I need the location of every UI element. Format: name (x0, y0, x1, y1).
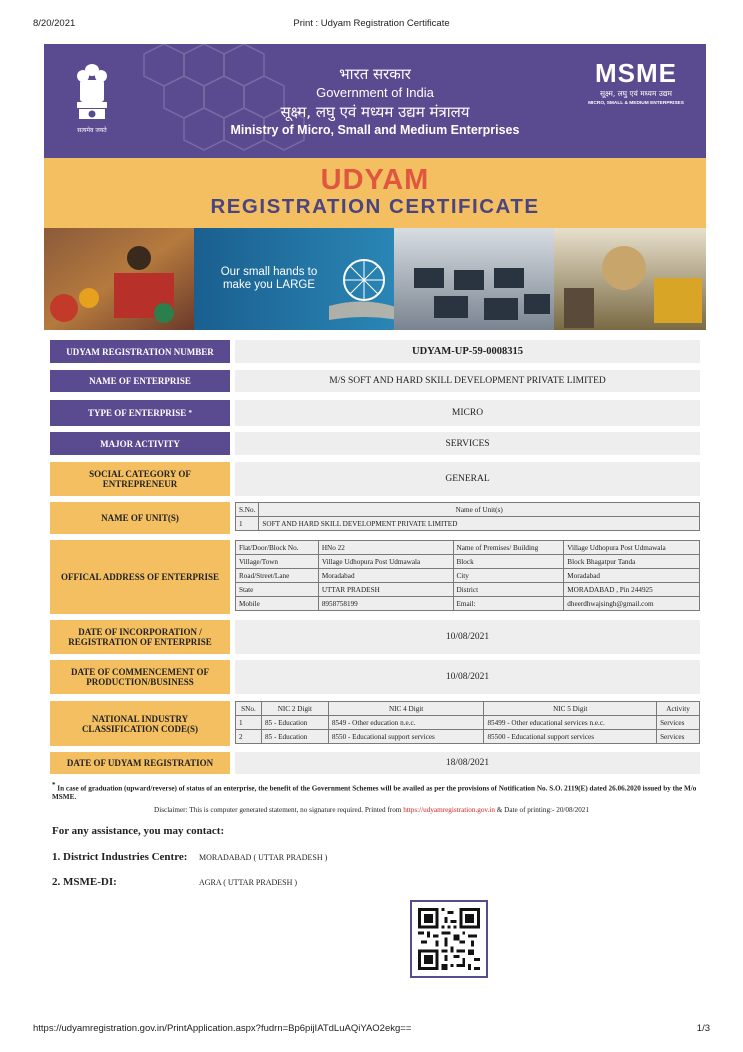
enterprise-type-value: MICRO (235, 400, 700, 426)
row-udyam-date (50, 752, 700, 774)
udyam-date-label: DATE OF UDYAM REGISTRATION (50, 752, 230, 774)
disclaimer-after: & Date of printing:- 20/08/2021 (496, 806, 589, 814)
nic-cell: 85500 - Educational support services (484, 730, 657, 744)
address-cell: MORADABAD , Pin 244925 (564, 583, 700, 597)
nic-cell: 8549 - Other education n.e.c. (328, 716, 484, 730)
msme-hindi: सूक्ष्म, लघु एवं मध्यम उद्यम (599, 89, 673, 98)
photo-collage-image (44, 228, 706, 330)
address-cell: Mobile (236, 597, 319, 611)
row-commencement-date (50, 660, 700, 694)
nic-table-wrap (235, 701, 700, 744)
row-units (50, 502, 700, 534)
units-table-wrap (235, 502, 700, 531)
address-cell: Name of Premises/ Building (453, 541, 564, 555)
registration-certificate-title: REGISTRATION CERTIFICATE (210, 195, 540, 218)
social-category-label: SOCIAL CATEGORY OF ENTREPRENEUR (50, 462, 230, 496)
row-registration-number (50, 340, 700, 363)
major-activity-label: MAJOR ACTIVITY (50, 432, 230, 455)
disclaimer (0, 806, 743, 814)
nic-header: NIC 4 Digit (328, 702, 484, 716)
address-cell: Road/Street/Lane (236, 569, 319, 583)
row-nic-codes (50, 701, 700, 746)
nic-cell: 85 - Education (261, 730, 328, 744)
nic-cell: 2 (236, 730, 262, 744)
units-header-sno: S.No. (236, 503, 259, 517)
disclaimer-before: Disclaimer: This is computer generated statement, no signature required. Printed from (154, 806, 402, 814)
print-title: Print : Udyam Registration Certificate (293, 18, 450, 29)
note-text: In case of graduation (upward/reverse) of status of an enterprise, the benefit of the Government Schemes will be availed as per the provisions of Notification No. S.O. 2119(E) dated 26.06.2020 issued by the M/o MSME. (52, 784, 697, 802)
units-cell: SOFT AND HARD SKILL DEVELOPMENT PRIVATE LIMITED (259, 517, 700, 531)
print-date: 8/20/2021 (33, 18, 76, 29)
address-cell: Flat/Door/Block No. (236, 541, 319, 555)
table-row (236, 517, 700, 531)
enterprise-type-asterisk: * (188, 409, 192, 417)
address-cell: State (236, 583, 319, 597)
units-cell: 1 (236, 517, 259, 531)
photo-collage (44, 228, 706, 330)
nic-cell: 8550 - Educational support services (328, 730, 484, 744)
msmedi-label: 2. MSME-DI: (52, 876, 117, 888)
print-header (0, 0, 743, 30)
email-cell: dheerdhwajsingh@gmail.com (564, 597, 700, 611)
row-address (50, 540, 700, 614)
nic-cell: 85499 - Other educational services n.e.c. (484, 716, 657, 730)
disclaimer-link[interactable]: https://udyamregistration.gov.in (403, 806, 495, 814)
dic-label: 1. District Industries Centre: (52, 851, 188, 863)
tagline: Our small hands to make you LARGE (220, 266, 318, 291)
enterprise-name-label: NAME OF ENTERPRISE (50, 370, 230, 392)
qr-code-icon (418, 908, 480, 970)
graduation-note (52, 781, 702, 802)
government-english: Government of India (316, 85, 434, 100)
address-cell: UTTAR PRADESH (318, 583, 453, 597)
address-cell: City (453, 569, 564, 583)
nic-header: NIC 5 Digit (484, 702, 657, 716)
nic-cell: Services (657, 730, 700, 744)
address-cell: Block Bhagatpur Tanda (564, 555, 700, 569)
registration-number-label: UDYAM REGISTRATION NUMBER (50, 340, 230, 363)
nic-cell: Services (657, 716, 700, 730)
government-hindi: भारत सरकार (339, 65, 411, 83)
units-table (235, 502, 700, 531)
udyam-title: UDYAM (320, 164, 430, 196)
table-row (236, 597, 700, 611)
registration-number-value: UDYAM-UP-59-0008315 (235, 340, 700, 363)
msme-logo: MSME (595, 58, 677, 88)
msme-english: MICRO, SMALL & MEDIUM ENTERPRISES (588, 101, 684, 106)
address-cell: Village Udhopura Post Udmawala (564, 541, 700, 555)
nic-cell: 1 (236, 716, 262, 730)
enterprise-type-label-text: TYPE OF ENTERPRISE (88, 408, 187, 418)
row-social-category (50, 462, 700, 496)
address-cell: Block (453, 555, 564, 569)
address-table-wrap (235, 540, 700, 611)
units-label: NAME OF UNIT(S) (50, 502, 230, 534)
commencement-date-label: DATE OF COMMENCEMENT OF PRODUCTION/BUSINESS (50, 660, 230, 694)
nic-header: SNo. (236, 702, 262, 716)
address-cell: HNo 22 (318, 541, 453, 555)
row-major-activity (50, 432, 700, 455)
table-row (236, 583, 700, 597)
row-enterprise-name (50, 370, 700, 392)
ministry-hindi: सूक्ष्म, लघु एवं मध्यम उद्यम मंत्रालय (280, 103, 470, 121)
nic-header: Activity (657, 702, 700, 716)
note-asterisk: * (52, 781, 56, 789)
emblem-caption: सत्यमेव जयते (77, 127, 107, 134)
address-cell: Village/Town (236, 555, 319, 569)
row-incorporation-date (50, 620, 700, 654)
social-category-value: GENERAL (235, 462, 700, 496)
address-cell: Moradabad (318, 569, 453, 583)
table-row (236, 555, 700, 569)
address-table (235, 540, 700, 611)
enterprise-name-value: M/S SOFT AND HARD SKILL DEVELOPMENT PRIVATE LIMITED (235, 370, 700, 392)
table-row (236, 569, 700, 583)
incorporation-date-value: 10/08/2021 (235, 620, 700, 654)
address-cell: Moradabad (564, 569, 700, 583)
table-row (236, 541, 700, 555)
nic-cell: 85 - Education (261, 716, 328, 730)
address-cell: District (453, 583, 564, 597)
nic-label: NATIONAL INDUSTRY CLASSIFICATION CODE(S) (50, 701, 230, 746)
address-cell: Village Udhopura Post Udmawala (318, 555, 453, 569)
incorporation-date-label: DATE OF INCORPORATION / REGISTRATION OF ENTERPRISE (50, 620, 230, 654)
row-enterprise-type (50, 400, 700, 426)
commencement-date-value: 10/08/2021 (235, 660, 700, 694)
certificate-title-band (44, 158, 706, 228)
qr-code (410, 900, 488, 978)
dic-value: MORADABAD ( UTTAR PRADESH ) (199, 853, 328, 862)
table-row (236, 730, 700, 744)
nic-table (235, 701, 700, 744)
page-number: 1/3 (696, 1023, 710, 1034)
enterprise-type-label (50, 400, 230, 426)
assistance-heading: For any assistance, you may contact: (52, 825, 225, 837)
udyam-date-value: 18/08/2021 (235, 752, 700, 774)
address-cell: 8958758199 (318, 597, 453, 611)
units-header-name: Name of Unit(s) (259, 503, 700, 517)
nic-header: NIC 2 Digit (261, 702, 328, 716)
government-banner (44, 44, 706, 158)
address-cell: Email: (453, 597, 564, 611)
print-url: https://udyamregistration.gov.in/PrintApplication.aspx?fudrn=Bp6pijIATdLuAQiYAO2ekg== (33, 1023, 412, 1034)
address-label: OFFICAL ADDRESS OF ENTERPRISE (50, 540, 230, 614)
table-row (236, 716, 700, 730)
major-activity-value: SERVICES (235, 432, 700, 455)
msmedi-value: AGRA ( UTTAR PRADESH ) (199, 878, 298, 887)
ministry-english: Ministry of Micro, Small and Medium Enterprises (230, 123, 520, 137)
